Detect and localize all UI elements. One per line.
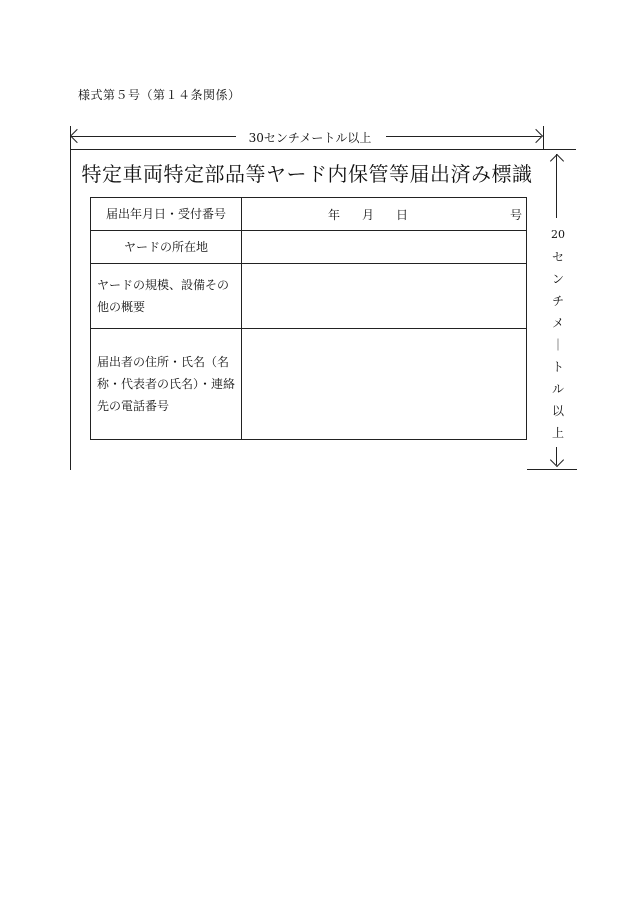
- yard-overview-field[interactable]: [242, 264, 527, 329]
- number-label: 号: [510, 208, 523, 222]
- height-note-char: 20: [551, 228, 565, 241]
- arrow-down-icon: [550, 453, 564, 467]
- sign-bottom-edge: [527, 469, 577, 470]
- right-extension-line: [543, 126, 544, 149]
- height-note-char: メ: [551, 316, 564, 330]
- width-dimension-label: 30センチメートル以上: [240, 129, 380, 146]
- table-row: [91, 198, 527, 231]
- height-note-char: ｜: [551, 338, 564, 352]
- height-note-char: セ: [551, 250, 564, 264]
- year-label: 年: [328, 208, 341, 222]
- arrow-up-icon: [550, 154, 564, 168]
- arrow-left-icon: [70, 129, 84, 143]
- height-note-char: 上: [551, 426, 564, 440]
- width-dimension-line-left: [71, 136, 236, 137]
- row-label-applicant-info: 届出者の住所・氏名（名称・代表者の氏名）・連絡先の電話番号: [91, 329, 242, 440]
- height-note-char: ト: [551, 360, 564, 374]
- form-number: 様式第５号（第１４条関係）: [78, 88, 241, 102]
- row-label-yard-overview: ヤードの規模、設備その他の概要: [91, 264, 242, 329]
- height-dimension-label: [549, 224, 567, 444]
- width-dimension-line-right: [386, 136, 541, 137]
- row-label-yard-location: ヤードの所在地: [91, 231, 242, 264]
- row-label-notification-date: 届出年月日・受付番号: [91, 198, 242, 231]
- yard-location-field[interactable]: [242, 231, 527, 264]
- height-note-char: チ: [551, 294, 564, 308]
- height-note-char: ン: [551, 272, 564, 286]
- arrow-right-icon: [529, 129, 543, 143]
- notification-date-field[interactable]: [242, 198, 527, 231]
- height-note-char: 以: [551, 404, 564, 418]
- table-row: [91, 231, 527, 264]
- sign-table: [90, 197, 527, 440]
- day-label: 日: [396, 208, 409, 222]
- month-label: 月: [362, 208, 375, 222]
- height-note-char: ル: [551, 382, 564, 396]
- sign-top-edge: [70, 149, 576, 150]
- sign-title: 特定車両特定部品等ヤード内保管等届出済み標識: [81, 162, 533, 186]
- table-row: [91, 264, 527, 329]
- applicant-info-field[interactable]: [242, 329, 527, 440]
- table-row: [91, 329, 527, 440]
